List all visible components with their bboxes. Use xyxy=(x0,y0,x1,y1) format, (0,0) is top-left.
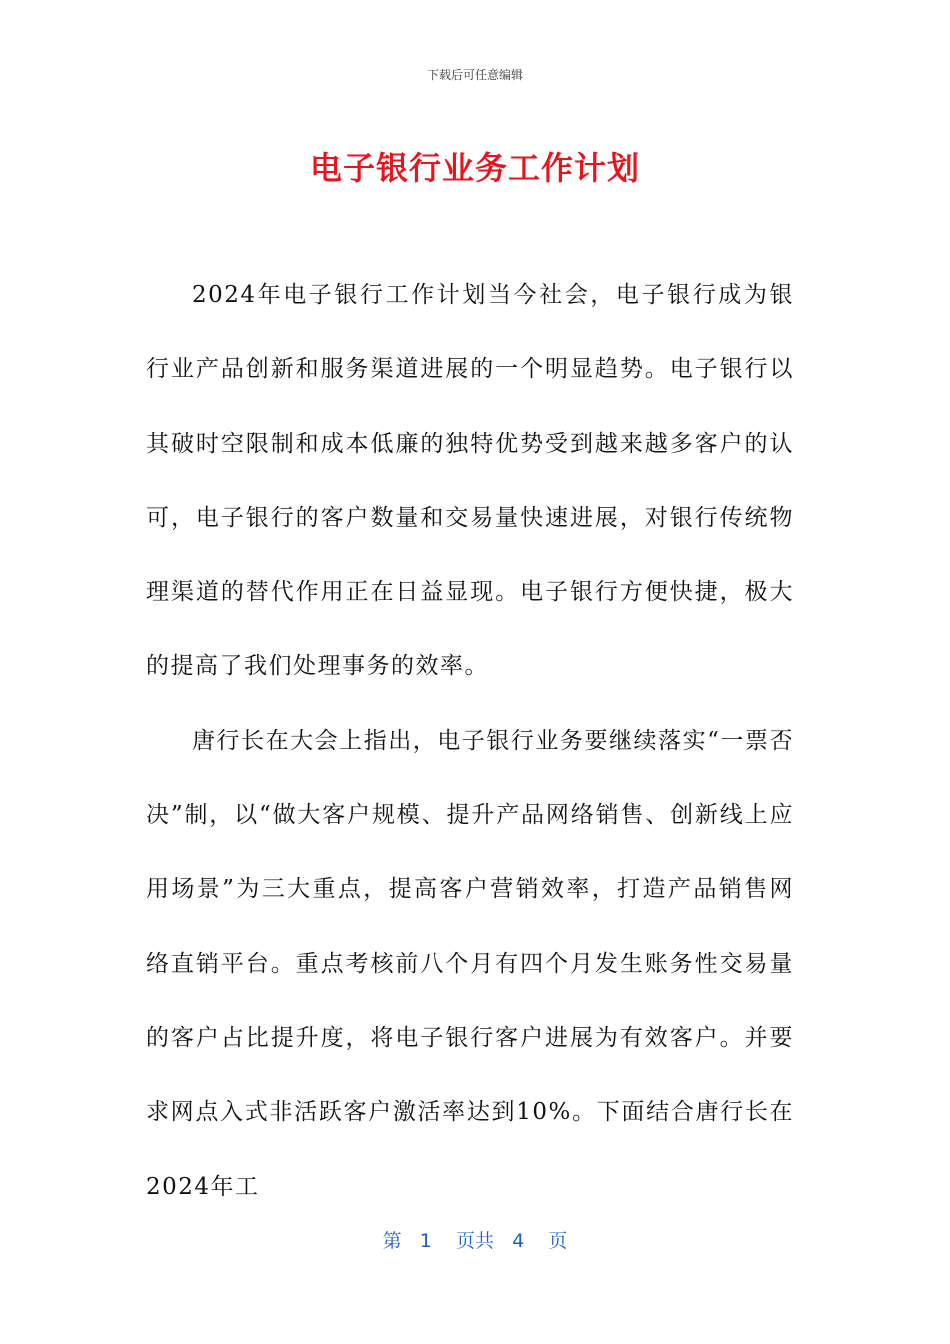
paragraph-1: 2024年电子银行工作计划当今社会，电子银行成为银行业产品创新和服务渠道进展的一个明显趋势。电子银行以其破时空限制和成本低廉的独特优势受到越来越多客户的认可，电子银行的客户数量和交易量快速进展，对银行传统物理渠道的替代作用正在日益显现。电子银行方便快捷，极大的提高了我们处理事务的效率。 xyxy=(146,282,794,680)
paragraph-2: 唐行长在大会上指出，电子银行业务要继续落实“一票否决”制，以“做大客户规模、提升产品网络销售、创新线上应用场景”为三大重点，提高客户营销效率，打造产品销售网络直销平台。重点考核前八个月有四个月发生账务性交易量的客户占比提升度，将电子银行客户进展为有效客户。并要求网点入式非活跃客户激活率达到10%。下面结合唐行长在2024年工 xyxy=(146,727,794,1200)
page-footer xyxy=(0,1226,950,1253)
footer-middle: 页共 xyxy=(455,1230,494,1252)
footer-current-page: 1 xyxy=(419,1230,432,1252)
footer-total-pages: 4 xyxy=(512,1230,525,1252)
footer-prefix: 第 xyxy=(382,1230,402,1252)
footer-suffix: 页 xyxy=(548,1230,568,1252)
document-title: 电子银行业务工作计划 xyxy=(309,149,640,187)
header-note: 下载后可任意编辑 xyxy=(426,68,523,82)
document-body xyxy=(146,258,794,1224)
